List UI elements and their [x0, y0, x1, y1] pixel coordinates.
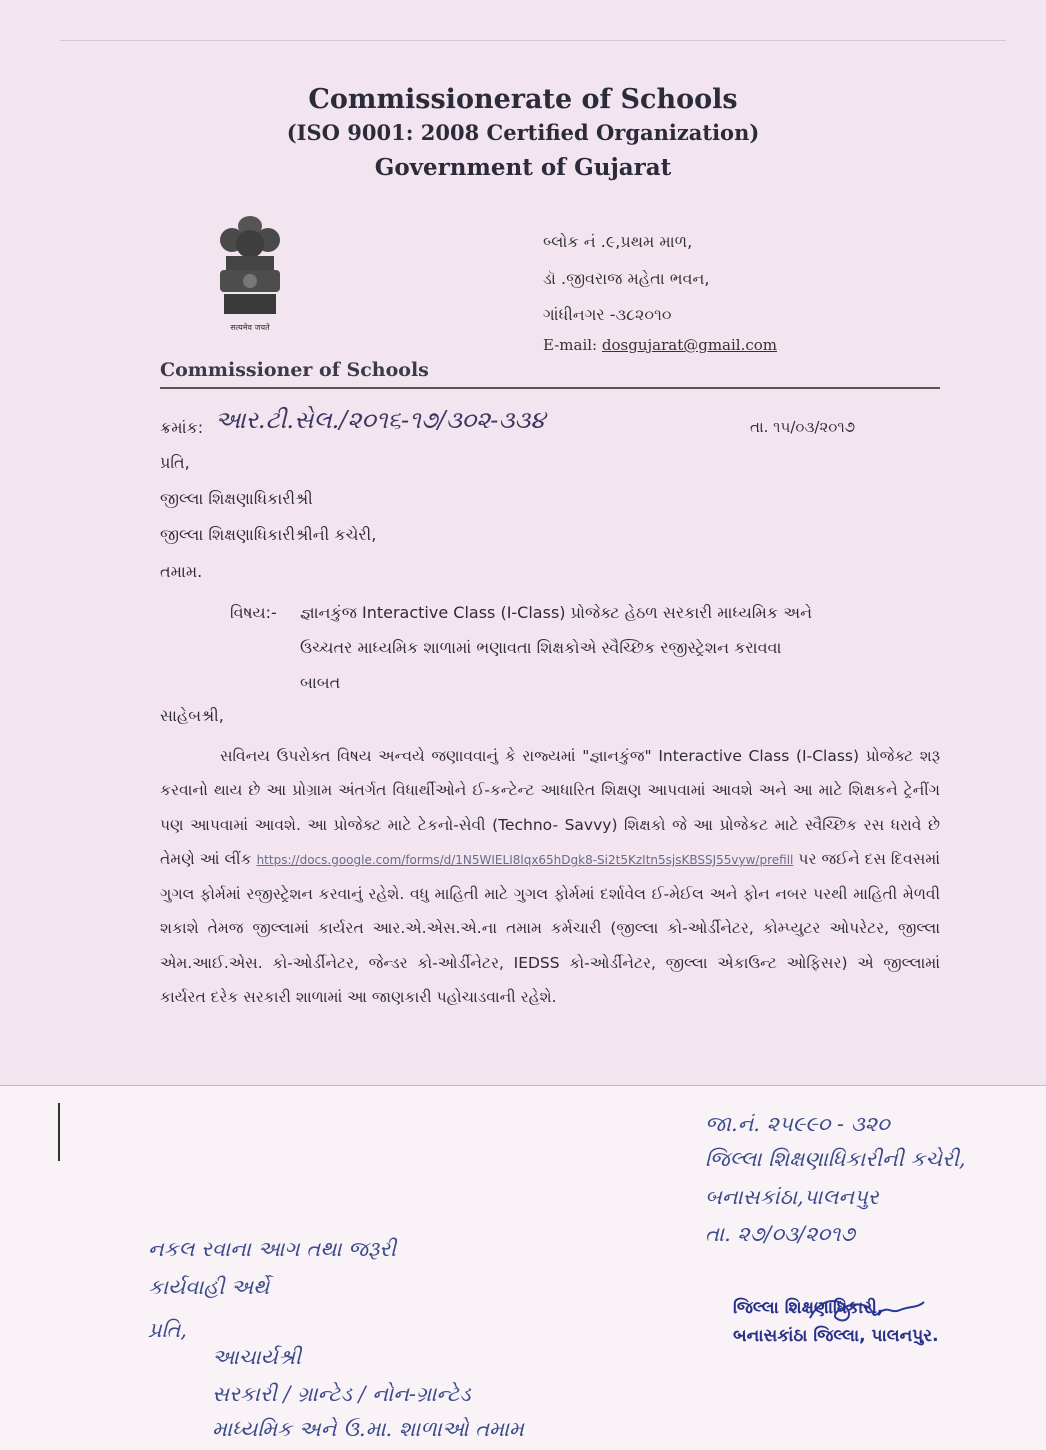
- forward-addressee-1: આચાર્યશ્રી: [212, 1345, 301, 1369]
- body-text-2: પર જઈને દસ દિવસમાં ગુગલ ફોર્મમાં રજીસ્ટ્રેશન કરવાનું રહેશે. વધુ માહિતી માટે ગુગલ ફોર્મમાં દર્શાવેલ ઈ-મેઈલ અને ફોન નબર પરથી માહિતી મેળવી શકાશે તેમજ જીલ્લામાં કાર્યરત આર.એ.એસ.એ.ના તમામ કર્મચારી (જીલ્લા કો-ઓર્ડીનેટર, કોમ્પ્યુટર ઓપરેટર, જીલ્લા એમ.આઈ.એસ. કો-ઓર્ડીનેટર, જેન્ડર કો-ઓર્ડીનેટર, IEDSS કો-ઓર્ડીનેટર, જીલ્લા એકાઉન્ટ ઓફિસર) એ જીલ્લામાં કાર્યરત દરેક સરકારી શાળામાં આ જાણકારી પહોચાડવાની રહેશે.: [160, 849, 940, 1007]
- office-location-handwritten: બનાસકાંઠા,પાલનપુર: [705, 1185, 879, 1209]
- registration-form-link[interactable]: https://docs.google.com/forms/d/1N5WIELI8lqx65hDgk8-Si2t5KzItn5sjsKBSSJ55vyw/prefill: [256, 852, 794, 867]
- address-line-3: ગાંધીનગર -૩૮૨૦૧૦: [543, 305, 672, 324]
- email-line: [543, 336, 777, 354]
- endorsement-sheet: [0, 1085, 1046, 1450]
- svg-text:सत्यमेव जयते: सत्यमेव जयते: [230, 323, 270, 332]
- address-line-1: બ્લોક નં .૯,પ્રથમ માળ,: [543, 232, 693, 251]
- official-stamp: [733, 1298, 939, 1354]
- addressee-line-2: જીલ્લા શિક્ષણાધિકારીશ્રીની કચેરી,: [160, 525, 377, 544]
- subject-block: [230, 595, 930, 700]
- salutation: સાહેબશ્રી,: [160, 706, 224, 725]
- address-line-2: ડૉ .જીવરાજ મહેતા ભવન,: [543, 269, 710, 288]
- reference-number: આર.ટી.સેલ./૨૦૧૬-૧૭/૩૦૨-૩૩૪: [215, 406, 546, 434]
- forward-to-label: પ્રતિ,: [148, 1318, 187, 1342]
- letter-date: તા. ૧૫/૦૩/૨૦૧૭: [750, 418, 856, 436]
- body-text-1: સવિનય ઉપરોક્ત વિષય અન્વયે જણાવવાનું કે રાજ્યમાં "જ્ઞાનકુંજ" Interactive Class (I-Class) પ્રોજેક્ટ શરૂ કરવાનો થાય છે આ પ્રોગ્રામ અંતર્ગત વિધાર્થીઓને ઈ-કન્ટેન્ટ આધારિત શિક્ષણ આપવામાં આવશે અને આ માટે શિક્ષકને ટ્રેનીંગ પણ આપવામાં આવશે. આ પ્રોજેક્ટ માટે ટેકનો-સેવી (Techno- Savvy) શિક્ષકો જે આ પ્રોજેકટ માટે સ્વૈચ્છિક રસ ધરાવે છે તેમણે આં લીંક: [160, 747, 940, 868]
- endorsement-date: તા. ૨૭/૦૩/૨૦૧૭: [705, 1222, 855, 1246]
- header-certification: (ISO 9001: 2008 Certified Organization): [286, 120, 760, 145]
- subject-line-1: જ્ઞાનકુંજ Interactive Class (I-Class) પ્રોજેક્ટ હેઠળ સરકારી માધ્યમિક અને: [300, 603, 812, 622]
- header-title: Commissionerate of Schools: [308, 84, 738, 115]
- outward-number: જા.નં. ૨૫૯૯૦ - ૩૨૦: [705, 1112, 890, 1136]
- forward-note-line-2: કાર્યવાહી અર્થે: [148, 1275, 270, 1299]
- forward-addressee-2: સરકારી / ગ્રાન્ટેડ / નોન-ગ્રાન્ટેડ: [212, 1382, 471, 1406]
- letter-body: [160, 739, 940, 1014]
- email-label: E-mail:: [543, 336, 602, 354]
- forward-addressee-3: માધ્યમિક અને ઉ.મા. શાળાઓ તમામ: [212, 1417, 524, 1441]
- reference-label: ક્રમાંક:: [160, 418, 204, 437]
- national-emblem-icon: [206, 210, 294, 338]
- forward-note-line-1: નકલ રવાના આગ તથા જરૂરી: [148, 1237, 397, 1261]
- office-name-handwritten: જિલ્લા શિક્ષણાધિકારીની કચેરી,: [705, 1147, 966, 1171]
- scan-edge-line: [60, 40, 1006, 41]
- subject-line-3: બાબત: [300, 673, 341, 692]
- header-government: Government of Gujarat: [374, 154, 672, 181]
- margin-mark: [58, 1103, 60, 1161]
- subject-label: વિષય:-: [230, 603, 277, 622]
- addressee-line-1: જીલ્લા શિક્ષણાધિકારીશ્રી: [160, 489, 313, 508]
- email-address: dosgujarat@gmail.com: [601, 336, 778, 354]
- office-title: Commissioner of Schools: [160, 359, 429, 381]
- subject-line-2: ઉચ્ચતર માધ્યમિક શાળામાં ભણાવતા શિક્ષકોએ સ્વૈચ્છિક રજીસ્ટ્રેશન કરાવવા: [300, 638, 782, 657]
- stamp-designation: જિલ્લા શિક્ષણાધિકારી,: [733, 1298, 884, 1318]
- header-rule: [160, 387, 940, 389]
- to-label: પ્રતિ,: [160, 453, 190, 472]
- addressee-line-3: તમામ.: [160, 562, 203, 581]
- stamp-location: બનાસકાંઠા જિલ્લા, પાલનપુર.: [733, 1326, 939, 1346]
